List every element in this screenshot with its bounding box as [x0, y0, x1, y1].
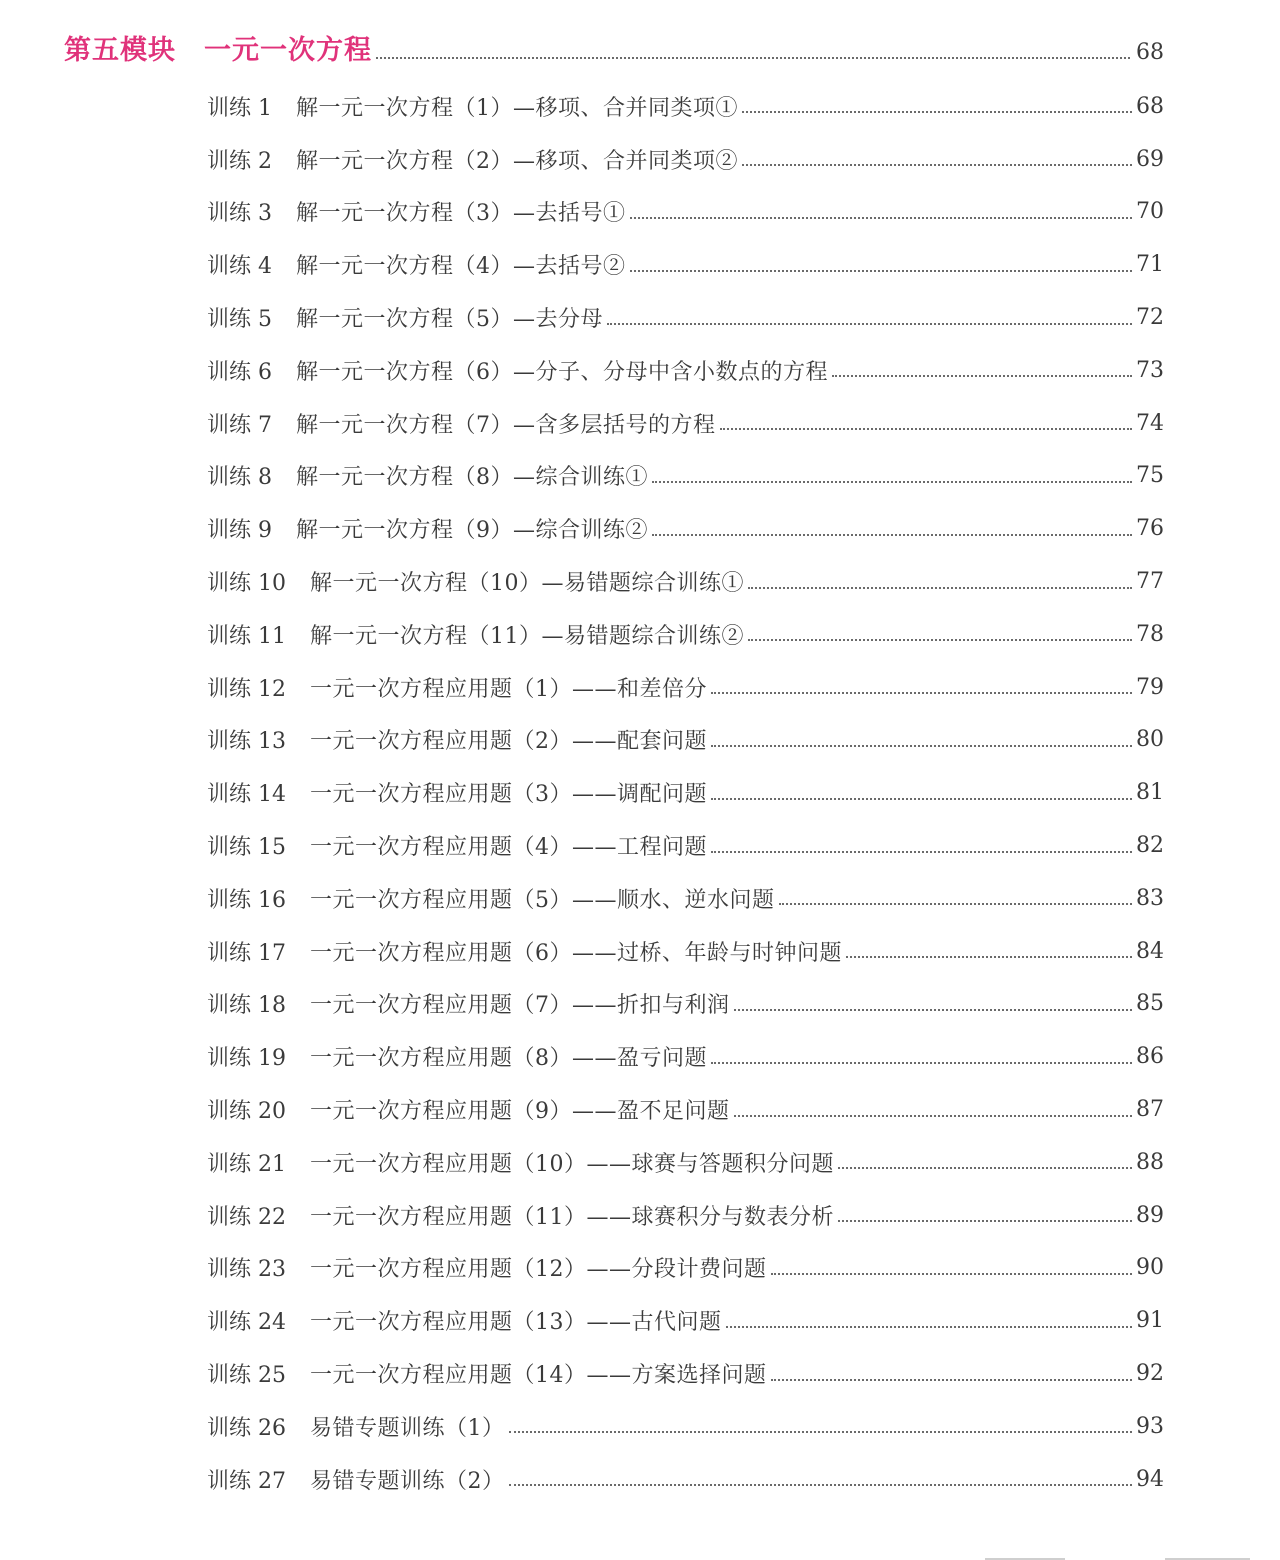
dot-leader	[832, 375, 1132, 377]
entry-label: 训练 8	[207, 465, 272, 491]
entry-title: 解一元一次方程（4）—去括号②	[296, 254, 626, 280]
entry-label: 训练 22	[207, 1204, 286, 1230]
dot-leader	[711, 692, 1132, 694]
dot-leader	[711, 798, 1132, 800]
toc-entry[interactable]	[207, 714, 1164, 767]
toc-entry[interactable]	[207, 766, 1164, 819]
entry-label: 训练 6	[207, 359, 272, 385]
entry-title: 易错专题训练（1）	[310, 1415, 505, 1441]
dot-leader	[838, 1167, 1132, 1169]
entry-label: 训练 17	[207, 940, 286, 966]
entry-label: 训练 4	[207, 254, 272, 280]
entry-label: 训练 5	[207, 307, 272, 333]
entry-label: 训练 14	[207, 782, 286, 808]
toc-entry[interactable]	[207, 555, 1164, 608]
entry-title: 解一元一次方程（9）—综合训练②	[296, 518, 648, 544]
entry-title: 解一元一次方程（7）—含多层括号的方程	[296, 412, 716, 438]
entry-title: 一元一次方程应用题（4）——工程问题	[310, 835, 707, 861]
dot-leader	[711, 1062, 1132, 1064]
entry-title: 一元一次方程应用题（13）——古代问题	[310, 1310, 722, 1336]
toc-entry[interactable]	[207, 872, 1164, 925]
page-number: 77	[1136, 569, 1164, 595]
dot-leader	[771, 1379, 1133, 1381]
entry-title: 解一元一次方程（8）—综合训练①	[296, 465, 648, 491]
entry-label: 训练 18	[207, 993, 286, 1019]
dot-leader	[742, 164, 1132, 166]
page-number: 80	[1136, 727, 1164, 753]
page-number: 84	[1136, 938, 1164, 964]
entry-label: 训练 11	[207, 623, 286, 649]
entry-title: 解一元一次方程（2）—移项、合并同类项②	[296, 148, 738, 174]
page-number: 71	[1136, 252, 1164, 278]
dot-leader	[630, 270, 1133, 272]
page-number: 70	[1136, 199, 1164, 225]
entry-title: 一元一次方程应用题（7）——折扣与利润	[310, 993, 730, 1019]
page-number: 83	[1136, 885, 1164, 911]
entry-title: 一元一次方程应用题（6）——过桥、年龄与时钟问题	[310, 940, 842, 966]
dot-leader	[711, 745, 1132, 747]
page-number: 72	[1136, 305, 1164, 331]
entry-label: 训练 10	[207, 571, 286, 597]
dot-leader	[846, 956, 1132, 958]
toc-entry[interactable]	[207, 397, 1164, 450]
module-header[interactable]	[64, 28, 1164, 72]
toc-entry[interactable]	[207, 661, 1164, 714]
entry-label: 训练 21	[207, 1151, 286, 1177]
entry-label: 训练 26	[207, 1415, 286, 1441]
entry-title: 解一元一次方程（1）—移项、合并同类项①	[296, 95, 738, 121]
module-title: 第五模块 一元一次方程	[64, 35, 372, 66]
entry-label: 训练 12	[207, 676, 286, 702]
dot-leader	[376, 57, 1130, 59]
entry-label: 训练 9	[207, 518, 272, 544]
page-number: 87	[1136, 1097, 1164, 1123]
page-number: 92	[1136, 1361, 1164, 1387]
page-number: 81	[1136, 780, 1164, 806]
entry-label: 训练 23	[207, 1257, 286, 1283]
dot-leader	[630, 217, 1133, 219]
entry-label: 训练 24	[207, 1310, 286, 1336]
entry-title: 一元一次方程应用题（3）——调配问题	[310, 782, 707, 808]
toc-entry[interactable]	[207, 978, 1164, 1031]
toc-entry[interactable]	[207, 344, 1164, 397]
toc-entry[interactable]	[207, 925, 1164, 978]
dot-leader	[509, 1484, 1133, 1486]
toc-entry[interactable]	[207, 1083, 1164, 1136]
entry-title: 解一元一次方程（10）—易错题综合训练①	[310, 571, 744, 597]
dot-leader	[748, 639, 1132, 641]
dot-leader	[607, 323, 1132, 325]
page-number: 76	[1136, 516, 1164, 542]
page-number: 74	[1136, 410, 1164, 436]
page-number: 93	[1136, 1413, 1164, 1439]
toc-entry[interactable]	[207, 819, 1164, 872]
toc-entry[interactable]	[207, 133, 1164, 186]
page-number: 94	[1136, 1466, 1164, 1492]
entry-label: 训练 27	[207, 1468, 286, 1494]
toc-entry[interactable]	[207, 1453, 1164, 1506]
toc-entry[interactable]	[207, 450, 1164, 503]
entry-label: 训练 25	[207, 1363, 286, 1389]
toc-entry[interactable]	[207, 186, 1164, 239]
toc-entry[interactable]	[207, 1189, 1164, 1242]
toc-entry[interactable]	[207, 608, 1164, 661]
toc-entry[interactable]	[207, 1030, 1164, 1083]
entry-label: 训练 16	[207, 887, 286, 913]
entry-title: 易错专题训练（2）	[310, 1468, 505, 1494]
entry-title: 解一元一次方程（5）—去分母	[296, 307, 603, 333]
dot-leader	[711, 851, 1132, 853]
page-number: 85	[1136, 991, 1164, 1017]
entry-label: 训练 13	[207, 729, 286, 755]
entry-label: 训练 1	[207, 95, 272, 121]
entry-title: 一元一次方程应用题（5）——顺水、逆水问题	[310, 887, 775, 913]
toc-entry[interactable]	[207, 1400, 1164, 1453]
entry-title: 解一元一次方程（3）—去括号①	[296, 201, 626, 227]
toc-entry[interactable]	[207, 238, 1164, 291]
entry-title: 一元一次方程应用题（1）——和差倍分	[310, 676, 707, 702]
dot-leader	[652, 534, 1132, 536]
page-number: 79	[1136, 674, 1164, 700]
entry-title: 一元一次方程应用题（9）——盈不足问题	[310, 1099, 730, 1125]
dot-leader	[771, 1273, 1133, 1275]
entry-label: 训练 3	[207, 201, 272, 227]
dot-leader	[720, 428, 1133, 430]
toc-entry[interactable]	[207, 291, 1164, 344]
toc-entry[interactable]	[207, 1242, 1164, 1295]
entry-label: 训练 2	[207, 148, 272, 174]
entry-title: 一元一次方程应用题（11）——球赛积分与数表分析	[310, 1204, 834, 1230]
entry-title: 一元一次方程应用题（12）——分段计费问题	[310, 1257, 767, 1283]
page-number: 69	[1136, 146, 1164, 172]
dot-leader	[838, 1220, 1132, 1222]
dot-leader	[509, 1431, 1133, 1433]
dot-leader	[726, 1326, 1133, 1328]
page-number: 68	[1136, 40, 1164, 65]
entry-label: 训练 19	[207, 1046, 286, 1072]
toc-entry[interactable]	[207, 1136, 1164, 1189]
toc-list	[207, 80, 1164, 1506]
dot-leader	[748, 587, 1132, 589]
dot-leader	[734, 1115, 1133, 1117]
page-number: 88	[1136, 1149, 1164, 1175]
entry-label: 训练 20	[207, 1099, 286, 1125]
page-number: 68	[1136, 93, 1164, 119]
page-number: 75	[1136, 463, 1164, 489]
entry-label: 训练 7	[207, 412, 272, 438]
toc-entry[interactable]	[207, 502, 1164, 555]
entry-title: 一元一次方程应用题（10）——球赛与答题积分问题	[310, 1151, 834, 1177]
page-number: 82	[1136, 833, 1164, 859]
page-number: 73	[1136, 357, 1164, 383]
dot-leader	[652, 481, 1132, 483]
page-number: 78	[1136, 621, 1164, 647]
page-number: 90	[1136, 1255, 1164, 1281]
entry-title: 一元一次方程应用题（2）——配套问题	[310, 729, 707, 755]
entry-label: 训练 15	[207, 835, 286, 861]
entry-title: 解一元一次方程（6）—分子、分母中含小数点的方程	[296, 359, 828, 385]
entry-title: 解一元一次方程（11）—易错题综合训练②	[310, 623, 744, 649]
dot-leader	[742, 111, 1132, 113]
toc-entry[interactable]	[207, 1294, 1164, 1347]
page-number: 86	[1136, 1044, 1164, 1070]
toc-entry[interactable]	[207, 80, 1164, 133]
entry-title: 一元一次方程应用题（8）——盈亏问题	[310, 1046, 707, 1072]
dot-leader	[779, 903, 1133, 905]
dot-leader	[734, 1009, 1133, 1011]
entry-title: 一元一次方程应用题（14）——方案选择问题	[310, 1363, 767, 1389]
page-number: 91	[1136, 1308, 1164, 1334]
toc-entry[interactable]	[207, 1347, 1164, 1400]
page-number: 89	[1136, 1202, 1164, 1228]
